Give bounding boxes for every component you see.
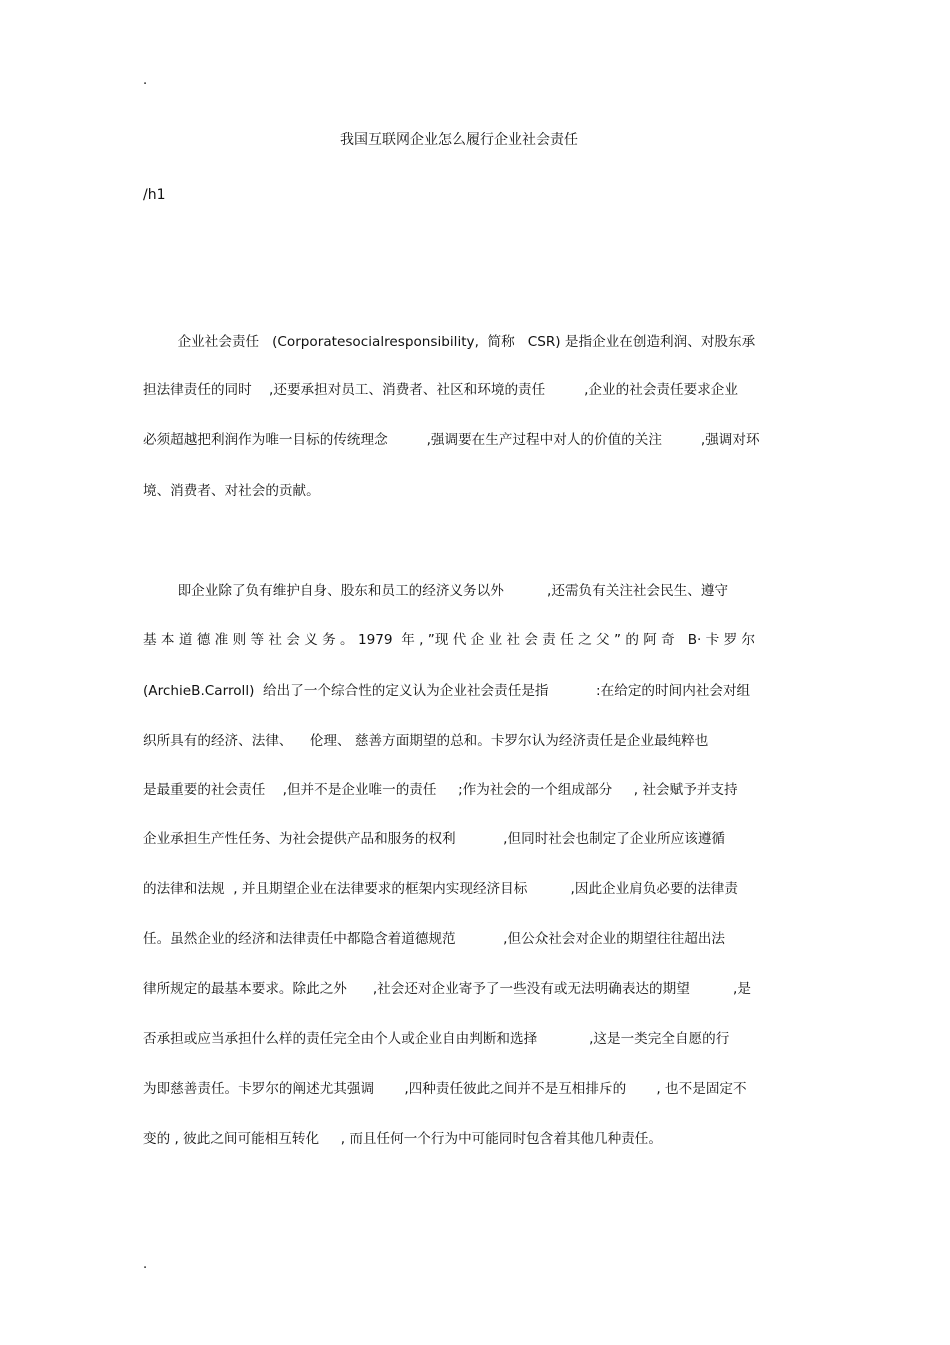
document-title: 我国互联网企业怎么履行企业社会责任: [340, 132, 578, 148]
heading-tag-text: /h1: [143, 187, 166, 203]
paragraph-line: 企业承担生产性任务、为社会提供产品和服务的权利 ,但同时社会也制定了企业所应该遵循: [143, 831, 726, 847]
paragraph-line: 担法律责任的同时 ,还要承担对员工、消费者、社区和环境的责任 ,企业的社会责任要求企业: [143, 382, 738, 398]
paragraph-line: 境、消费者、对社会的贡献。: [143, 483, 320, 499]
paragraph-line: 否承担或应当承担什么样的责任完全由个人或企业自由判断和选择 ,这是一类完全自愿的行: [143, 1031, 730, 1047]
paragraph-line: 为即慈善责任。卡罗尔的阐述尤其强调 ,四种责任彼此之间并不是互相排斥的 , 也不是固定不: [143, 1081, 747, 1097]
paragraph-line: (ArchieB.Carroll) 给出了一个综合性的定义认为企业社会责任是指 :在给定的时间内社会对组: [143, 683, 751, 699]
paragraph-line: 变的 , 彼此之间可能相互转化 , 而且任何一个行为中可能同时包含着其他几种责任。: [143, 1131, 662, 1147]
page-bottom-mark: .: [143, 1257, 148, 1272]
paragraph-line: 律所规定的最基本要求。除此之外 ,社会还对企业寄予了一些没有或无法明确表达的期望 ,是: [143, 981, 751, 997]
paragraph-line: 必须超越把利润作为唯一目标的传统理念 ,强调要在生产过程中对人的价值的关注 ,强调对环: [143, 432, 760, 448]
paragraph-line: 织所具有的经济、法律、 伦理、 慈善方面期望的总和。卡罗尔认为经济责任是企业最纯粹也: [143, 733, 709, 749]
paragraph-line: 的法律和法规 , 并且期望企业在法律要求的框架内实现经济目标 ,因此企业肩负必要的法律责: [143, 881, 738, 897]
paragraph-line: 基 本 道 德 准 则 等 社 会 义 务 。 1979 年 , ”现 代 企 业 社 会 责 任 之 父 ” 的 阿 奇 B· 卡 罗 尔: [143, 632, 756, 648]
paragraph-line: 企业社会责任 (Corporatesocialresponsibility, 简称 CSR) 是指企业在创造利润、对股东承: [143, 334, 756, 350]
paragraph-line: 是最重要的社会责任 ,但并不是企业唯一的责任 ;作为社会的一个组成部分 , 社会赋予并支持: [143, 782, 738, 798]
paragraph-line: 任。虽然企业的经济和法律责任中都隐含着道德规范 ,但公众社会对企业的期望往往超出法: [143, 931, 726, 947]
paragraph-line: 即企业除了负有维护自身、股东和员工的经济义务以外 ,还需负有关注社会民生、遵守: [143, 583, 729, 599]
page-top-mark: .: [143, 73, 148, 88]
